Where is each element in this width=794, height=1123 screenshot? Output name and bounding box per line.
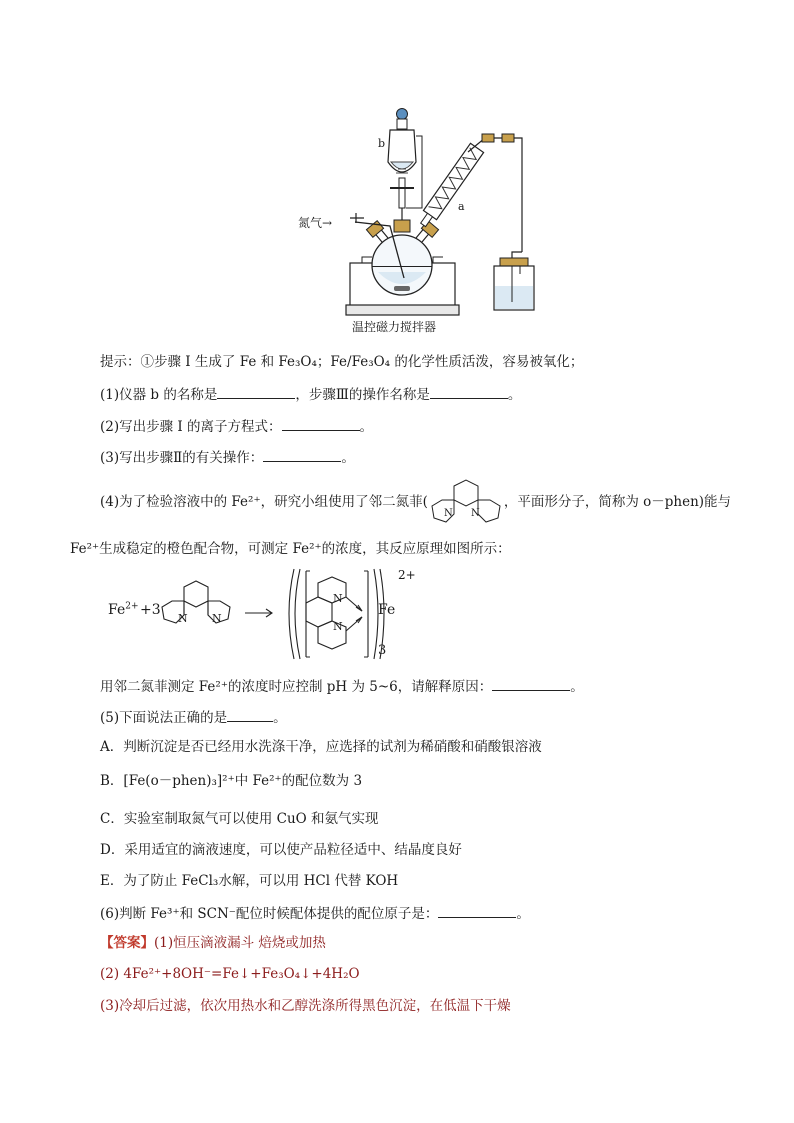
q2-text-a: (2)写出步骤 I 的离子方程式：	[100, 419, 282, 435]
q6-text-b: 。	[516, 906, 530, 922]
q3-text-a: (3)写出步骤Ⅱ的有关操作：	[100, 450, 264, 466]
reaction-fe-ion: $Fe^{2+}$	[108, 601, 139, 618]
question-4-line-2	[70, 540, 511, 558]
complex-subscript: 3	[378, 643, 387, 658]
hint-text: 提示：①步骤 I 生成了 Fe 和 Fe₃O₄；Fe/Fe₃O₄ 的化学性质活泼，容易被氧化；	[100, 354, 584, 370]
question-6	[100, 903, 530, 923]
apparatus-label-a: a	[458, 200, 465, 213]
apparatus-gas-label: 氮气→	[298, 216, 333, 230]
apparatus-label-b: b	[378, 137, 386, 150]
q5-stem-end: 。	[273, 710, 287, 726]
answer-line-1	[100, 934, 326, 952]
hint-line	[100, 353, 583, 371]
question-4-line-1	[100, 493, 731, 511]
option-d	[100, 841, 462, 859]
q4-line3-text: 用邻二氮菲测定 Fe²⁺的浓度时应控制 pH 为 5~6，请解释原因：	[100, 679, 493, 695]
question-1	[100, 384, 521, 404]
option-b-formula: [Fe(o－phen)₃]²⁺	[123, 773, 235, 789]
q5-stem-text: (5)下面说法正确的是	[100, 710, 228, 726]
q4-text-a: (4)为了检验溶液中的 Fe²⁺，研究小组使用了邻二氮菲(	[100, 494, 428, 510]
option-b-label: B．	[100, 773, 124, 789]
q1-blank-2[interactable]	[430, 384, 508, 399]
option-b-text: 中 Fe²⁺的配位数为 3	[234, 773, 363, 789]
q6-text-a: (6)判断 Fe³⁺和 SCN⁻配位时候配体提供的配位原子是：	[100, 906, 439, 922]
q2-blank[interactable]	[282, 416, 360, 431]
q3-text-b: 。	[341, 450, 355, 466]
option-b	[100, 772, 362, 790]
question-2	[100, 416, 373, 436]
answer-1: (1)恒压滴液漏斗 焙烧或加热	[154, 935, 326, 951]
q1-text-a: (1)仪器 b 的名称是	[100, 387, 218, 403]
phen-small-n-right: N	[471, 508, 480, 519]
q4-blank[interactable]	[492, 676, 570, 691]
apparatus-stirrer-label: 温控磁力搅拌器	[352, 320, 437, 334]
answer-3: (3)冷却后过滤，依次用热水和乙醇洗涤所得黑色沉淀，在低温下干燥	[100, 998, 511, 1014]
phen-small-n-left: N	[444, 508, 453, 519]
reaction-n-2: N	[212, 612, 222, 625]
question-5-stem	[100, 707, 287, 727]
phenanthroline-structure-small	[428, 478, 504, 526]
answer-line-3	[100, 997, 511, 1015]
q3-blank[interactable]	[263, 447, 341, 462]
q1-text-b: ，步骤Ⅲ的操作名称是	[295, 387, 430, 403]
option-d-text: D．采用适宜的滴液速度，可以使产品粒径适中、结晶度良好	[100, 842, 462, 858]
complex-charge: 2+	[398, 568, 416, 582]
option-a	[100, 738, 542, 756]
q6-blank[interactable]	[438, 903, 516, 918]
answer-tag: 【答案】	[100, 935, 154, 951]
answer-2: (2) 4Fe²⁺+8OH⁻=Fe↓+Fe₃O₄↓+4H₂O	[100, 966, 360, 982]
question-4-line-3	[100, 676, 584, 696]
reaction-n-1: N	[178, 612, 188, 625]
option-e-text: E．为了防止 FeCl₃水解，可以用 HCl 代替 KOH	[100, 873, 399, 889]
q4-line3-end: 。	[570, 679, 584, 695]
q5-blank[interactable]	[227, 707, 273, 722]
reaction-n-4: N	[333, 620, 343, 633]
question-3	[100, 447, 355, 467]
q4-line2-text: Fe²⁺生成稳定的橙色配合物，可测定 Fe²⁺的浓度，其反应原理如图所示：	[70, 541, 511, 557]
complex-fe: Fe	[378, 602, 396, 618]
q1-text-c: 。	[507, 387, 522, 403]
option-c	[100, 810, 379, 828]
option-e	[100, 872, 398, 890]
answer-line-2	[100, 965, 360, 983]
q2-text-b: 。	[359, 419, 374, 435]
reaction-coefficient: +3	[140, 602, 161, 618]
option-a-text: A．判断沉淀是否已经用水洗涤干净，应选择的试剂为稀硝酸和硝酸银溶液	[100, 739, 542, 755]
q4-text-b: ，平面形分子，简称为 o－phen)能与	[503, 494, 732, 510]
q1-blank-1[interactable]	[217, 384, 295, 399]
option-c-text: C．实验室制取氮气可以使用 CuO 和氨气实现	[100, 811, 379, 827]
reaction-n-3: N	[333, 592, 343, 605]
